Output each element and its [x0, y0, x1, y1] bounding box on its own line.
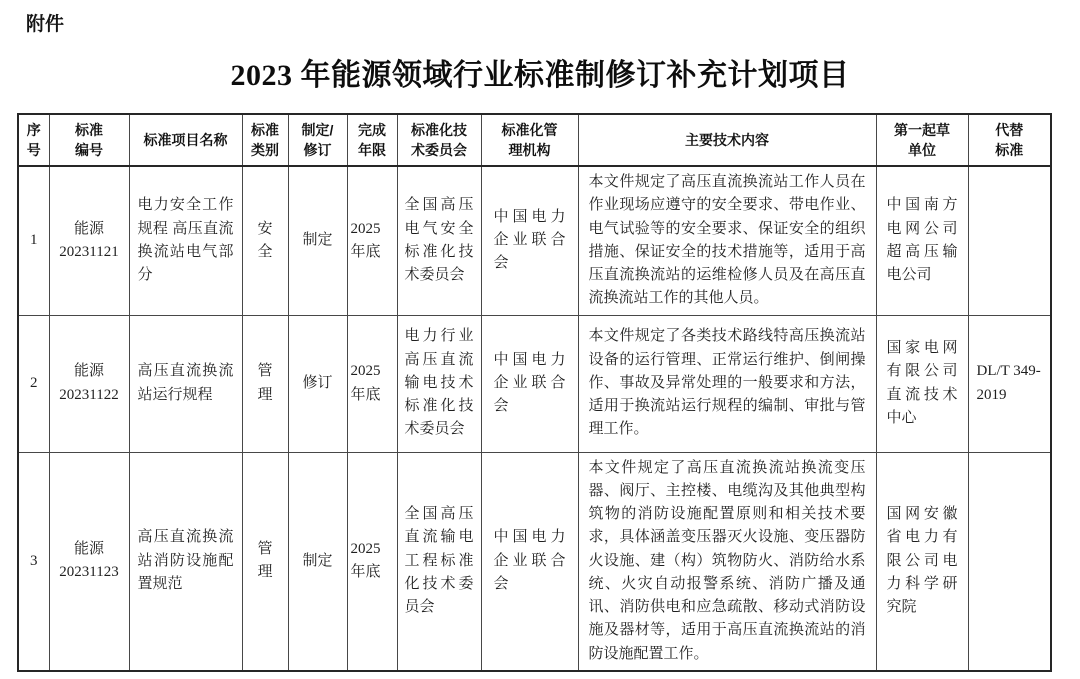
row3-standard-category: 管理 [242, 452, 288, 671]
row3-technical-committee: 全国高压直流输电工程标准化技术委员会 [397, 452, 481, 671]
row2-standard-category: 管理 [242, 315, 288, 452]
header-replaced-standard: 代替 标准 [968, 114, 1051, 166]
table-row-1 [18, 166, 1051, 315]
table-row-3 [18, 452, 1051, 671]
row3-develop-or-revise: 制定 [288, 452, 347, 671]
row1-main-technical-content: 本文件规定了高压直流换流站工作人员在作业现场应遵守的安全要求、带电作业、电气试验等的安全要求、保证安全的组织措施、保证安全的技术措施等，适用于高压直流换流站的运维检修人员及在高压直流换流站工作的其他人员。 [578, 166, 876, 315]
standards-plan-table [17, 113, 1052, 672]
header-main-technical-content: 主要技术内容 [578, 114, 876, 166]
table-header-row [18, 114, 1051, 166]
row3-project-name: 高压直流换流站消防设施配置规范 [129, 452, 242, 671]
row3-first-drafting-unit: 国网安徽省电力有限公司电力科学研究院 [876, 452, 968, 671]
row1-project-name: 电力安全工作规程 高压直流换流站电气部分 [129, 166, 242, 315]
row2-standard-number: 能源 20231122 [49, 315, 129, 452]
row2-project-name: 高压直流换流站运行规程 [129, 315, 242, 452]
row3-replaced-standard [968, 452, 1051, 671]
row2-seq-no: 2 [18, 315, 49, 452]
page-title: 2023 年能源领域行业标准制修订补充计划项目 [230, 59, 850, 92]
row2-management-organization: 中国电力企业联合会 [481, 315, 578, 452]
row2-completion-deadline: 2025 年底 [347, 315, 397, 452]
row3-management-organization: 中国电力企业联合会 [481, 452, 578, 671]
header-seq-no: 序 号 [18, 114, 49, 166]
header-first-drafting-unit: 第一起草 单位 [876, 114, 968, 166]
header-technical-committee: 标准化技 术委员会 [397, 114, 481, 166]
table-row-2 [18, 315, 1051, 452]
row1-standard-number: 能源 20231121 [49, 166, 129, 315]
row3-seq-no: 3 [18, 452, 49, 671]
row2-main-technical-content: 本文件规定了各类技术路线特高压换流站设备的运行管理、正常运行维护、倒闸操作、事故及异常处理的一般要求和方法，适用于换流站运行规程的编制、审批与管理工作。 [578, 315, 876, 452]
row3-main-technical-content: 本文件规定了高压直流换流站换流变压器、阀厅、主控楼、电缆沟及其他典型构筑物的消防设施配置原则和相关技术要求，具体涵盖变压器灭火设施、变压器防火设施、建（构）筑物防火、消防给水系统、火灾自动报警系统、消防广播及通讯、消防供电和应急疏散、移动式消防设施及器材等，适用于高压直流换流站的消防设施配置工作。 [578, 452, 876, 671]
row1-develop-or-revise: 制定 [288, 166, 347, 315]
attachment-label: 附件 [26, 14, 65, 35]
row2-develop-or-revise: 修订 [288, 315, 347, 452]
row1-standard-category: 安全 [242, 166, 288, 315]
row1-technical-committee: 全国高压电气安全标准化技术委员会 [397, 166, 481, 315]
row1-completion-deadline: 2025 年底 [347, 166, 397, 315]
header-develop-or-revise: 制定/ 修订 [288, 114, 347, 166]
row1-replaced-standard [968, 166, 1051, 315]
row2-technical-committee: 电力行业高压直流输电技术标准化技术委员会 [397, 315, 481, 452]
row1-management-organization: 中国电力企业联合会 [481, 166, 578, 315]
header-completion-deadline: 完成 年限 [347, 114, 397, 166]
header-standard-category: 标准 类别 [242, 114, 288, 166]
row1-seq-no: 1 [18, 166, 49, 315]
header-standard-number: 标准 编号 [49, 114, 129, 166]
header-management-organization: 标准化管 理机构 [481, 114, 578, 166]
row2-replaced-standard: DL/T 349-2019 [968, 315, 1051, 452]
row3-completion-deadline: 2025 年底 [347, 452, 397, 671]
row2-first-drafting-unit: 国家电网有限公司直流技术中心 [876, 315, 968, 452]
header-project-name: 标准项目名称 [129, 114, 242, 166]
row1-first-drafting-unit: 中国南方电网公司超高压输电公司 [876, 166, 968, 315]
row3-standard-number: 能源 20231123 [49, 452, 129, 671]
